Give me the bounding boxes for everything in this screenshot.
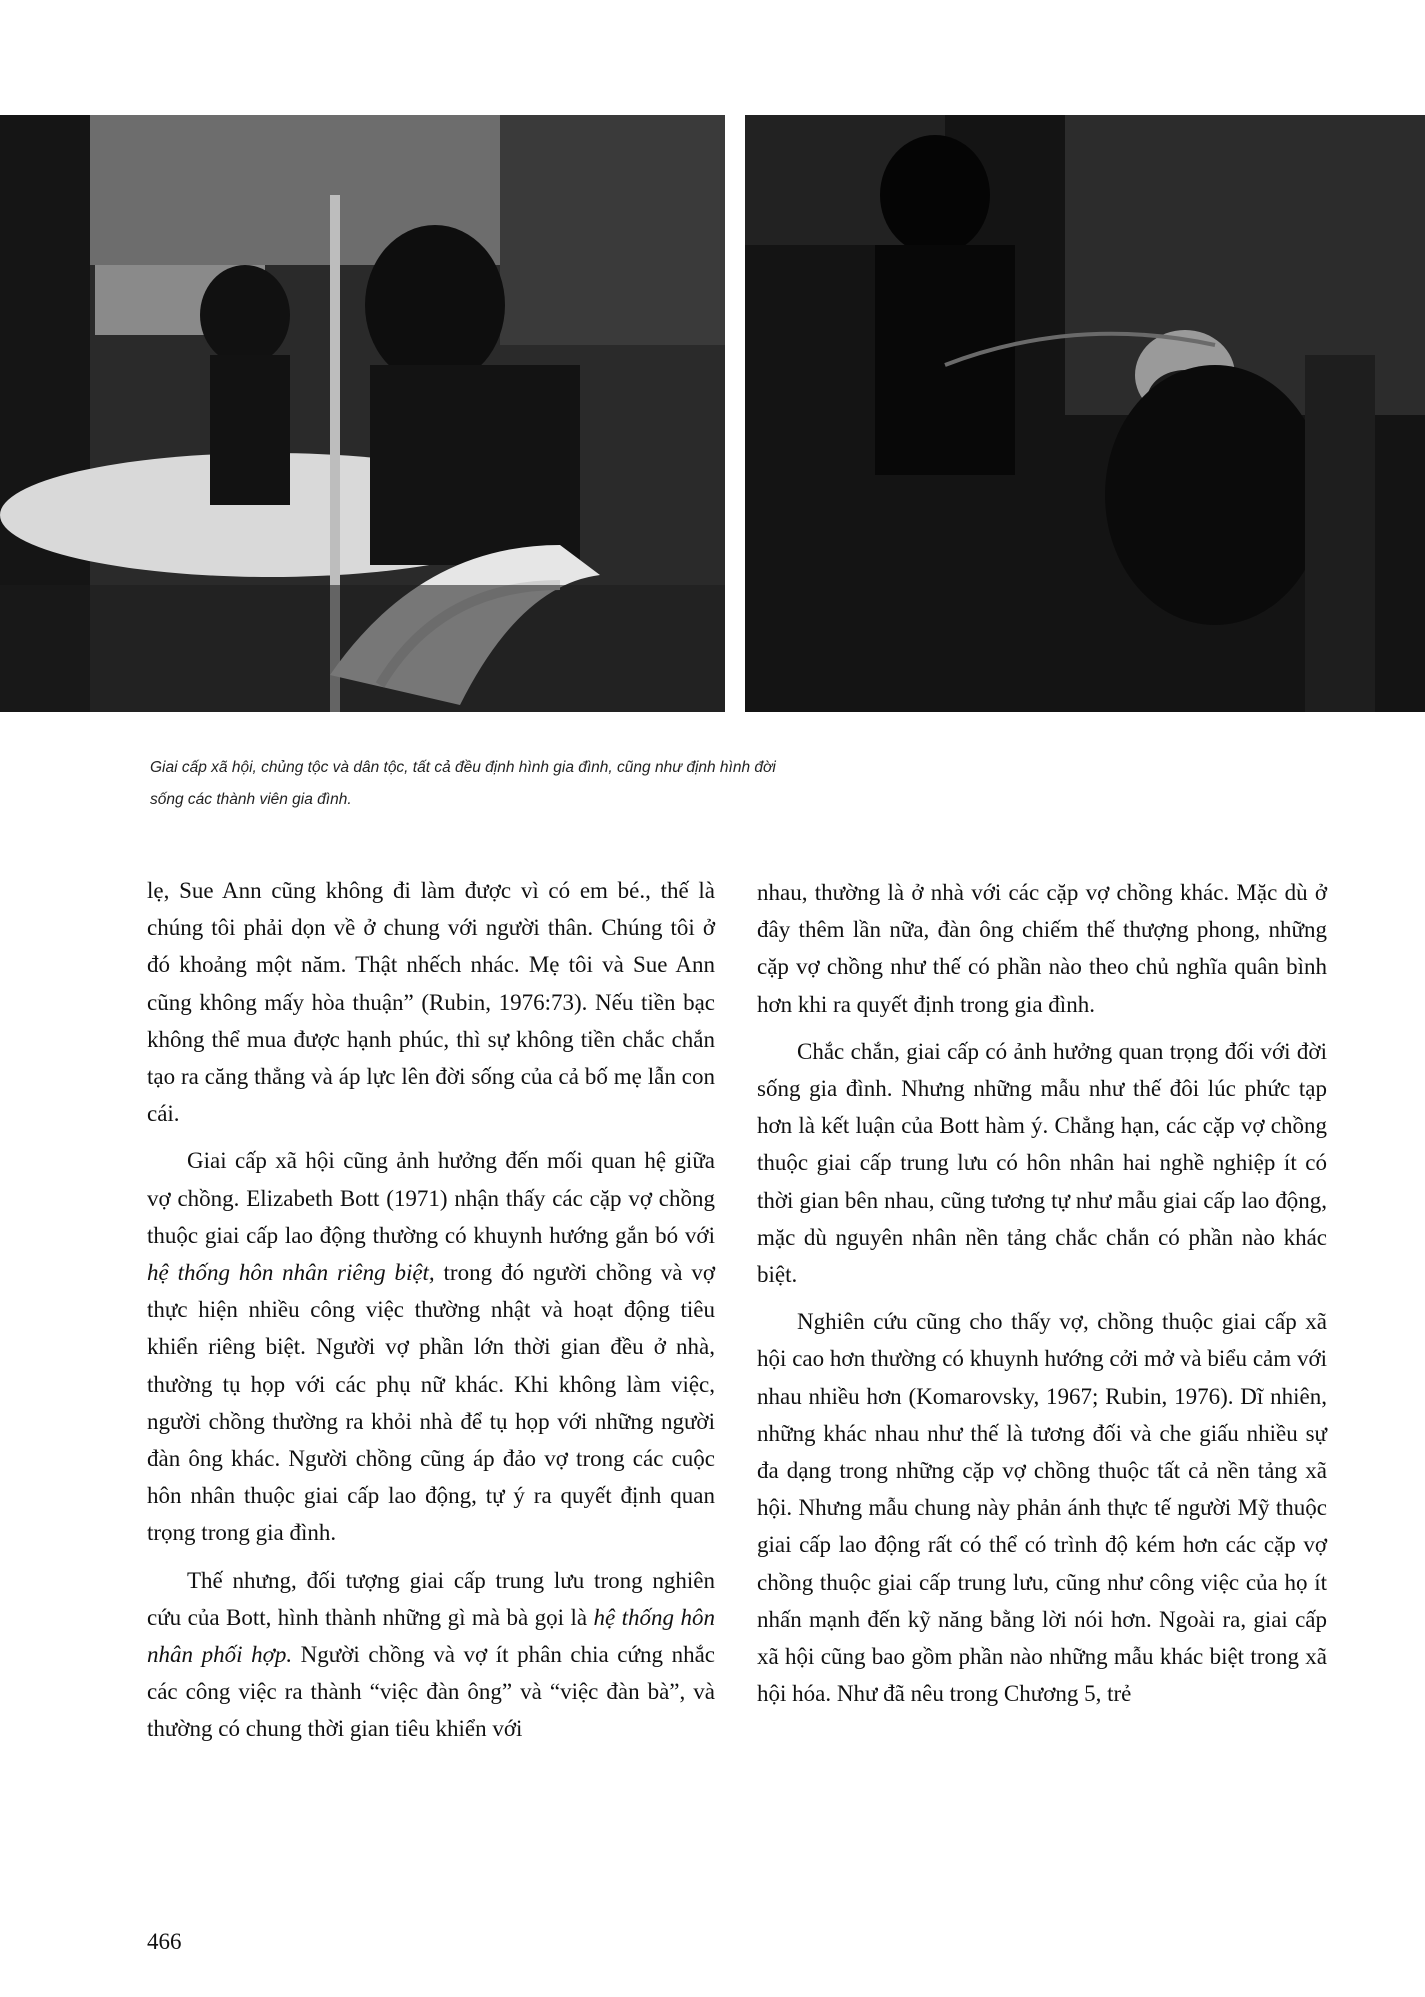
right-paragraph-3: Nghiên cứu cũng cho thấy vợ, chồng thuộc giai cấp xã hội cao hơn thường có khuynh hướng cởi mở và biểu cảm với nhau nhiều hơn (Komarovsky, 1967; Rubin, 1976). Dĩ nhiên, những khác nhau như thế là tương đối và che giấu nhiều sự đa dạng trong những cặp vợ chồng thuộc tất cả nền tảng xã hội. Nhưng mẫu chung này phản ánh thực tế người Mỹ thuộc giai cấp lao động rất có thể có trình độ kém hơn các cặp vợ chồng thuộc giai cấp trung lưu, cũng như công việc của họ ít nhấn mạnh đến kỹ năng bằng lời nói hơn. Ngoài ra, giai cấp xã hội cũng bao gồm phần nào những mẫu khác biệt trong xã hội hóa. Như đã nêu trong Chương 5, trẻ xyxy=(757,1309,1327,1707)
left-paragraph-1: lẹ, Sue Ann cũng không đi làm được vì có em bé., thế là chúng tôi phải dọn về ở chung với người thân. Chúng tôi ở đó khoảng một năm. Thật nhếch nhác. Mẹ tôi và Sue Ann cũng không mấy hòa thuận” (Rubin, 1976:73). Nếu tiền bạc không thể mua được hạnh phúc, thì sự không tiền chắc chắn tạo ra căng thẳng và áp lực lên đời sống của cả bố mẹ lẫn con cái. xyxy=(147,878,715,1127)
right-paragraph-1: nhau, thường là ở nhà với các cặp vợ chồng khác. Mặc dù ở đây thêm lần nữa, đàn ông chiếm thế thượng phong, những cặp vợ chồng như thế có phần nào theo chủ nghĩa quân bình hơn khi ra quyết định trong gia đình. xyxy=(757,880,1327,1017)
left-paragraph-2-text-b: trong đó người chồng và vợ thực hiện nhiều công việc thường nhật và hoạt động tiêu khiển riêng biệt. Người vợ phần lớn thời gian đều ở nhà, thường tụ họp với các phụ nữ khác. Khi không làm việc, người chồng thường ra khỏi nhà để tụ họp với những người đàn ông khác. Người chồng cũng áp đảo vợ trong các cuộc hôn nhân thuộc giai cấp lao động, tự ý ra quyết định quan trọng trong gia đình. xyxy=(147,1260,715,1546)
left-paragraph-2-term: hệ thống hôn nhân riêng biệt, xyxy=(147,1260,435,1286)
figure-caption: Giai cấp xã hội, chủng tộc và dân tộc, tất cả đều định hình gia đình, cũng như định hình đời sống các thành viên gia đình. xyxy=(150,759,776,808)
left-paragraph-3 xyxy=(147,1562,715,1748)
left-paragraph-3-text-a: Thế nhưng, đối tượng giai cấp trung lưu trong nghiên cứu của Bott, hình thành những gì mà bà gọi là xyxy=(147,1567,715,1630)
left-paragraph-3-term: hệ thống hôn nhân phối hợp. xyxy=(147,1604,715,1668)
photo-family-dark xyxy=(745,115,1425,712)
left-paragraph-3-text-b: Người chồng và vợ ít phân chia cứng nhắc các công việc ra thành “việc đàn ông” và “việc đàn bà”, và thường có chung thời gian tiêu khiển với xyxy=(147,1642,715,1742)
photo-table-scene-graphic xyxy=(0,115,725,712)
right-paragraph-2: Chắc chắn, giai cấp có ảnh hưởng quan trọng đối với đời sống gia đình. Nhưng những mẫu như thế đôi lúc phức tạp hơn là kết luận của Bott hàm ý. Chẳng hạn, các cặp vợ chồng thuộc giai cấp trung lưu có hôn nhân hai nghề nghiệp ít có thời gian bên nhau, cũng tương tự như mẫu giai cấp lao động, mặc dù nguyên nhân nền tảng chắc chắn có phần nào khác biệt. xyxy=(757,1038,1327,1288)
page-number: 466 xyxy=(147,1929,182,1954)
photo-table-scene xyxy=(0,115,725,712)
photo-family-dark-graphic xyxy=(745,115,1425,712)
left-paragraph-2 xyxy=(147,1142,715,1551)
left-paragraph-2-text-a: Giai cấp xã hội cũng ảnh hưởng đến mối quan hệ giữa vợ chồng. Elizabeth Bott (1971) nhận thấy các cặp vợ chồng thuộc giai cấp lao động thường có khuynh hướng gắn bó với xyxy=(147,1148,715,1248)
right-column xyxy=(757,874,1327,1712)
left-column xyxy=(147,872,715,1748)
